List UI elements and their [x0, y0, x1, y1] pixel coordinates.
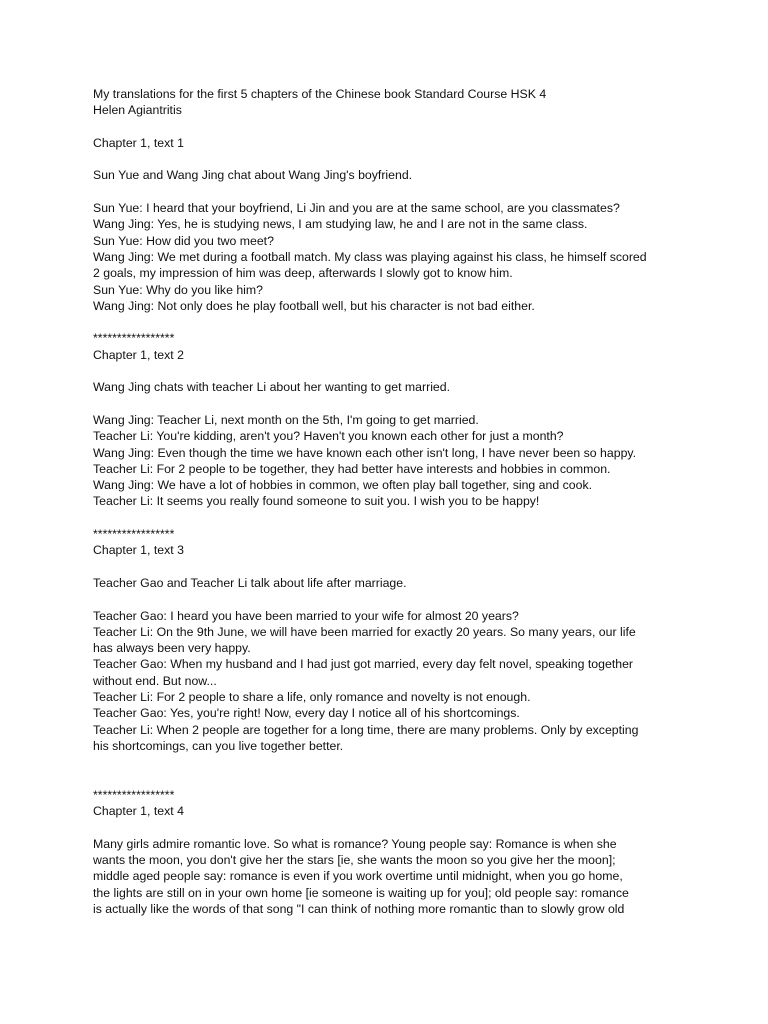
- dialogue-line: Teacher Li: On the 9th June, we will have been married for exactly 20 years. So many years, our life: [93, 624, 636, 639]
- dialogue-line: Teacher Li: You're kidding, aren't you? Haven't you known each other for just a month?: [93, 429, 564, 444]
- section-separator: *****************: [93, 331, 175, 346]
- dialogue-line: Teacher Gao: I heard you have been married to your wife for almost 20 years?: [93, 608, 519, 623]
- dialogue-line: Sun Yue: I heard that your boyfriend, Li Jin and you are at the same school, are you classmates?: [93, 201, 620, 216]
- section-intro: Teacher Gao and Teacher Li talk about life after marriage.: [93, 575, 407, 590]
- paragraph-line: is actually like the words of that song "I can think of nothing more romantic than to slowly grow old: [93, 901, 625, 916]
- section-intro: Sun Yue and Wang Jing chat about Wang Jing's boyfriend.: [93, 168, 413, 183]
- dialogue-line: Wang Jing: We met during a football match. My class was playing against his class, he himself scored: [93, 249, 647, 264]
- dialogue-line: Wang Jing: Yes, he is studying news, I am studying law, he and I are not in the same class.: [93, 217, 588, 232]
- document-author: Helen Agiantritis: [93, 103, 182, 118]
- dialogue-line: Teacher Gao: Yes, you're right! Now, every day I notice all of his shortcomings.: [93, 706, 520, 721]
- section-heading: Chapter 1, text 2: [93, 347, 184, 362]
- dialogue-line: Teacher Gao: When my husband and I had just got married, every day felt novel, speaking together: [93, 657, 634, 672]
- dialogue-line: Wang Jing: Not only does he play football well, but his character is not bad either.: [93, 298, 535, 313]
- dialogue-line: 2 goals, my impression of him was deep, afterwards I slowly got to know him.: [93, 266, 513, 281]
- document-title: My translations for the first 5 chapters of the Chinese book Standard Course HSK 4: [93, 87, 547, 101]
- section-separator: *****************: [93, 787, 175, 802]
- section-heading: Chapter 1, text 3: [93, 543, 184, 558]
- dialogue-line: Sun Yue: Why do you like him?: [93, 282, 263, 297]
- dialogue-line: his shortcomings, can you live together better.: [93, 738, 344, 753]
- section-separator: *****************: [93, 527, 175, 542]
- document-page: [93, 86, 693, 917]
- dialogue-line: Teacher Li: It seems you really found someone to suit you. I wish you to be happy!: [93, 494, 540, 509]
- paragraph-line: the lights are still on in your own home [ie someone is waiting up for you]; old people say: romance: [93, 885, 629, 900]
- paragraph-line: middle aged people say: romance is even if you work overtime until midnight, when you go home,: [93, 869, 623, 884]
- dialogue-line: Wang Jing: We have a lot of hobbies in common, we often play ball together, sing and cook.: [93, 478, 593, 493]
- dialogue-line: Teacher Li: For 2 people to share a life, only romance and novelty is not enough.: [93, 689, 531, 704]
- section-heading: Chapter 1, text 4: [93, 804, 184, 819]
- section-intro: Wang Jing chats with teacher Li about her wanting to get married.: [93, 380, 451, 395]
- dialogue-line: without end. But now...: [93, 673, 217, 688]
- paragraph-line: Many girls admire romantic love. So what is romance? Young people say: Romance is when she: [93, 836, 617, 851]
- dialogue-line: Teacher Li: For 2 people to be together, they had better have interests and hobbies in common.: [93, 461, 611, 476]
- section-heading: Chapter 1, text 1: [93, 135, 184, 150]
- dialogue-line: Wang Jing: Even though the time we have known each other isn't long, I have never been so happy.: [93, 445, 637, 460]
- dialogue-line: Sun Yue: How did you two meet?: [93, 233, 274, 248]
- paragraph-line: wants the moon, you don't give her the stars [ie, she wants the moon so you give her the moon];: [93, 852, 616, 867]
- dialogue-line: has always been very happy.: [93, 641, 251, 656]
- dialogue-line: Wang Jing: Teacher Li, next month on the 5th, I'm going to get married.: [93, 412, 479, 427]
- dialogue-line: Teacher Li: When 2 people are together for a long time, there are many problems. Only by excepting: [93, 722, 639, 737]
